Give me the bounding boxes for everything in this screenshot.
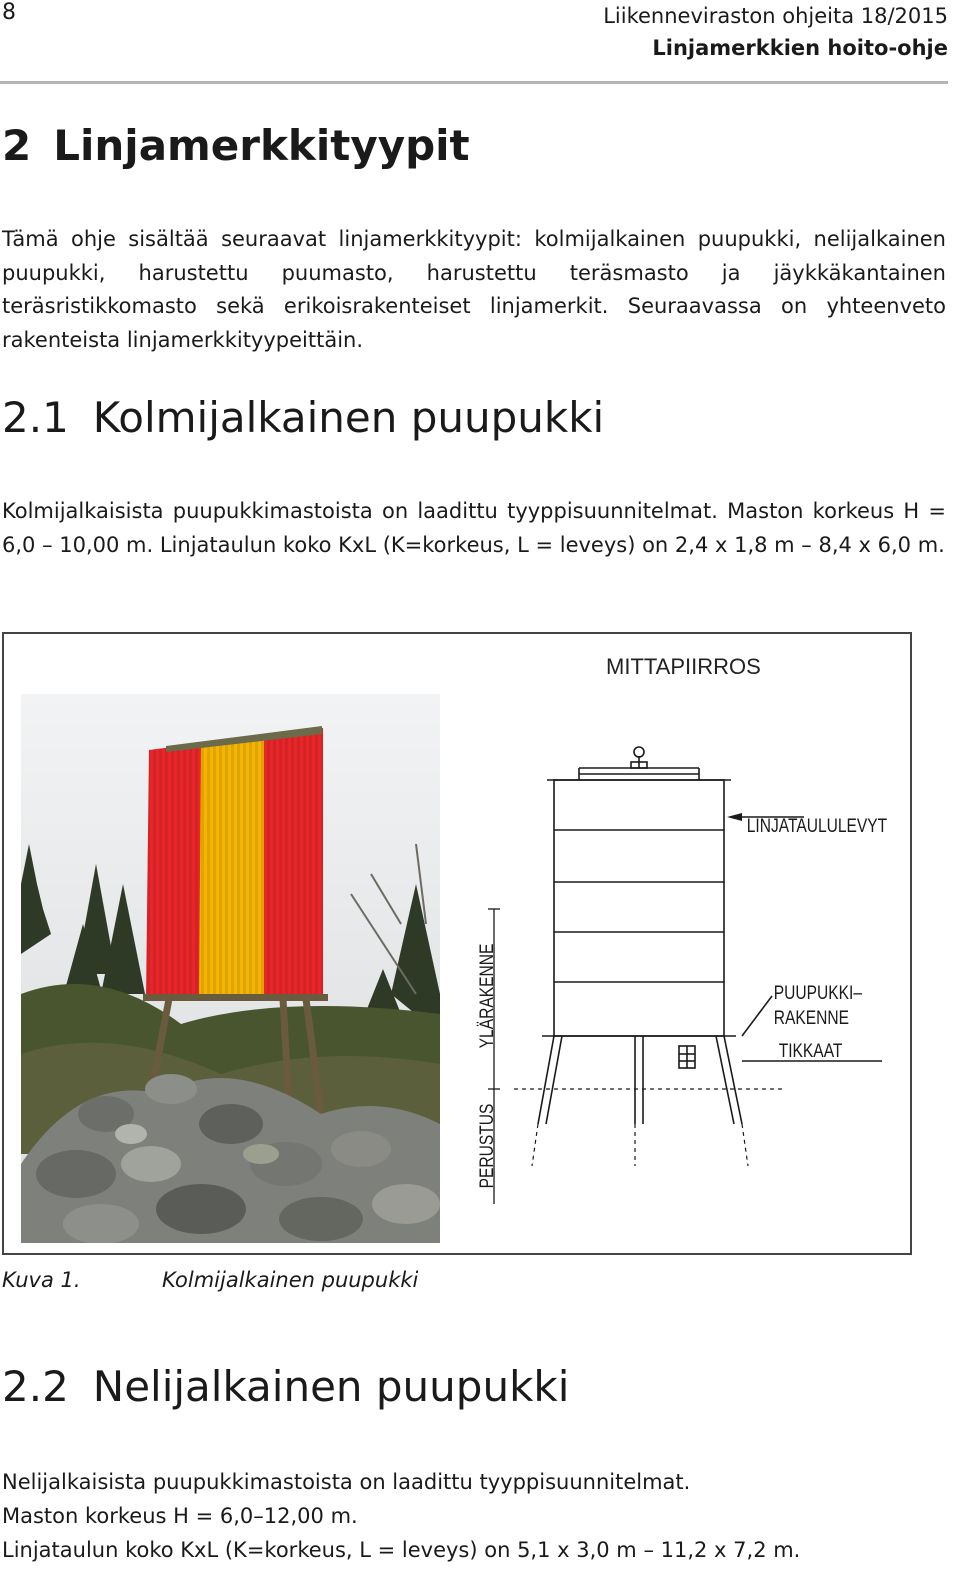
section-2-heading: [2, 121, 470, 170]
section-title: Nelijalkainen puupukki: [92, 1362, 570, 1411]
caption-label: Kuva 1.: [2, 1268, 81, 1292]
section-2-1-heading: [2, 393, 604, 442]
section-number: 2.1: [2, 393, 69, 442]
label-panels: LINJATAULULEVYT: [746, 814, 888, 837]
section-number: 2.2: [2, 1362, 69, 1411]
section-2-2-line-2: Maston korkeus H = 6,0–12,00 m.: [2, 1504, 358, 1528]
section-2-2-line-1: Nelijalkaisista puupukkimastoista on laadittu tyyppisuunnitelmat.: [2, 1470, 691, 1494]
drawing-title: MITTAPIIRROS: [606, 654, 761, 679]
section-2-1-body: Kolmijalkaisista puupukkimastoista on laadittu tyyppisuunnitelmat. Maston korkeus H = 6,0 – 10,00 m. Linjataulun koko KxL (K=korkeus, L = leveys) on 2,4 x 1,8 m – 8,4 x 6,0 m.: [2, 499, 946, 557]
section-title: Linjamerkkityypit: [53, 121, 470, 170]
document-title: Linjamerkkien hoito-ohje: [652, 36, 948, 60]
figure-caption: [2, 1268, 418, 1292]
section-2-2-heading: [2, 1362, 569, 1411]
figure-1: [2, 632, 912, 1255]
header-divider: [0, 81, 948, 84]
panel-outline: [554, 780, 724, 1036]
page-number: 8: [2, 0, 16, 25]
label-upper-structure: YLÄRAKENNE: [475, 943, 498, 1049]
section-title: Kolmijalkainen puupukki: [92, 393, 605, 442]
section-2-2-line-3: Linjataulun koko KxL (K=korkeus, L = leveys) on 5,1 x 3,0 m – 11,2 x 7,2 m.: [2, 1538, 801, 1562]
section-number: 2: [2, 121, 32, 170]
photo-tripod-line-mark: [21, 694, 440, 1243]
label-structure-line1: PUUPUKKI–: [773, 981, 863, 1004]
section-2-intro: Tämä ohje sisältää seuraavat linjamerkkityypit: kolmijalkainen puupukki, nelijalkainen puupukki, harustettu puumasto, harustettu teräsmasto ja jäykkäkantainen teräsristikkomasto sekä erikoisrakenteiset linjamerkit. Seuraavassa on yhteenveto rakenteista linjamerkkityypeittäin.: [2, 227, 946, 352]
label-ladder: TIKKAAT: [778, 1039, 843, 1062]
caption-text: Kolmijalkainen puupukki: [162, 1268, 419, 1292]
publication-name: Liikenneviraston ohjeita 18/2015: [603, 4, 948, 28]
label-foundation: PERUSTUS: [475, 1103, 498, 1189]
technical-drawing: [454, 734, 904, 1204]
running-header: [603, 0, 948, 64]
label-structure-line2: RAKENNE: [773, 1006, 850, 1029]
